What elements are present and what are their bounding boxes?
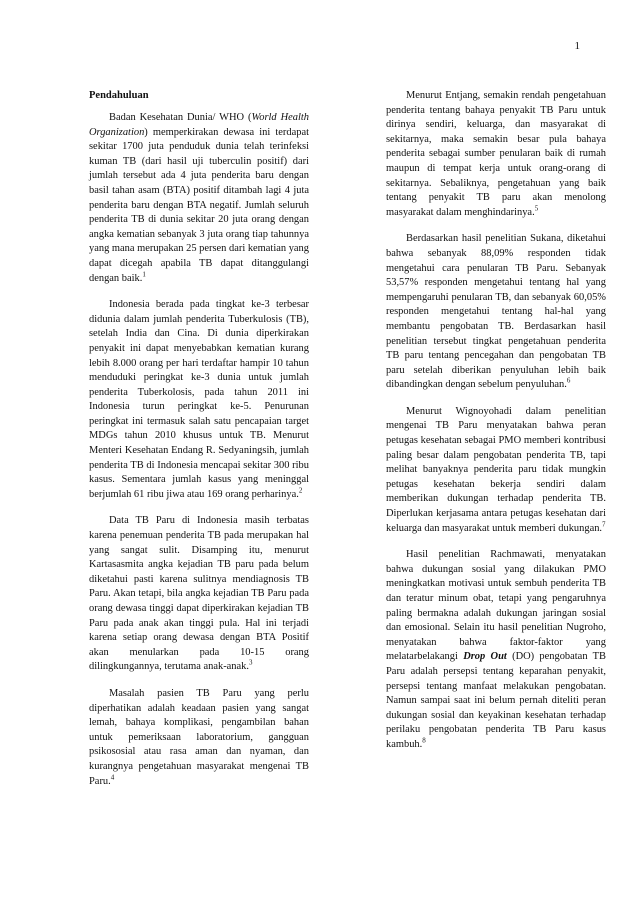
paragraph: [89, 298, 309, 502]
reference-marker: 5: [534, 204, 539, 213]
italic-term: World Health Organization: [89, 112, 309, 138]
reference-marker: 1: [142, 270, 146, 279]
article-body: [89, 89, 606, 801]
text-run: Indonesia berada pada tingkat ke-3 terbesar didunia dalam jumlah penderita Tuberkulosis (TB), setelah India dan Cina. Di dunia diperkirakan penyakit ini dapat menyebabkan kematian kurang lebih 8.000 orang per hari terdaftar hampir 10 tahun menduduki peringkat ke-3 dunia untuk jumlah penderita Tuberkolosis, pada tahun 2011 ini Indonesia turun peringkat ke-5. Penurunan peringkat ini termasuk salah satu pencapaian target MDGs tahun 2010 khusus untuk TB. Menurut Menteri Kesehatan Endang R. Sedyaningsih, jumlah penderita TB di Indonesia mencapai sekitar 300 ribu kasus. Sementara jumlah kasus yang meninggal berjumlah 61 ribu jiwa atau 169 orang perharinya.: [89, 299, 309, 500]
paragraph: [386, 89, 606, 220]
reference-marker: 4: [110, 773, 115, 782]
text-run: Hasil penelitian Rachmawati, menyatakan bahwa dukungan sosial yang dilakukan PMO meningkatkan motivasi untuk sembuh penderita TB dan teratur minum obat, tetapi yang pengaruhnya paling bermakna adalah dukungan jaringan sosial dan emosional. Selain itu hasil penelitian Nugroho, menyatakan bahwa faktor-faktor yang melatarbelakangi: [386, 549, 606, 663]
reference-marker: 7: [602, 520, 606, 529]
left-column: [89, 89, 309, 801]
right-column: [386, 89, 606, 801]
page-number: 1: [574, 40, 580, 52]
reference-marker: 8: [422, 736, 426, 745]
paragraph: [386, 405, 606, 536]
reference-marker: 3: [248, 658, 253, 667]
paragraph: [386, 232, 606, 393]
text-run: Berdasarkan hasil penelitian Sukana, diketahui bahwa sebanyak 88,09% responden tidak mengetahui cara penularan TB Paru. Sebanyak 53,57% responden mengetahui tentang hal yang mempengaruhi penularan TB, dan sebanyak 60,05% responden mengetahui tentang hal-hal yang membantu pengobatan TB. Berdasarkan hasil penelitian tersebut tingkat pengetahuan penderita TB paru tentang pencegahan dan pengobatan TB paru setelah diberikan penyuluhan lebih baik dibandingkan dengan sebelum penyuluhan.: [386, 233, 606, 391]
reference-marker: 2: [298, 486, 303, 495]
paragraph: [89, 687, 309, 789]
reference-marker: 6: [566, 376, 571, 385]
text-run: (DO) pengobatan TB Paru adalah persepsi tentang keparahan penyakit, persepsi tentang manfaat melakukan pengobatan. Namun sampai saat ini belum pernah diteliti peran dukungan sosial dan keyakinan kesehatan terhadap perilaku pengobatan penderita TB Paru kasus kambuh.: [386, 651, 606, 750]
section-heading: Pendahuluan: [89, 90, 149, 101]
paragraph: [386, 548, 606, 752]
text-run: Masalah pasien TB Paru yang perlu diperhatikan adalah keadaan pasien yang sangat lemah, bahaya komplikasi, pengambilan bahan untuk pemeriksaan laboratorium, gangguan psikososial atau rasa aman dan nyaman, dan kurangnya pengetahuan masyarakat mengenai TB Paru.: [89, 687, 309, 787]
text-run: Menurut Wignoyohadi dalam penelitian mengenai TB Paru menyatakan bahwa peran petugas kesehatan sebagai PMO memberi kontribusi paling besar dalam pengobatan penderita TB, tapi melihat banyaknya penderita paru tidak mungkin petugas kesehatan bekerja sendiri dalam memberikan dukungan terhadap penderita TB. Diperlukan kerjasama antara petugas kesehatan dari keluarga dan masyarakat untuk memberi dukungan.: [386, 405, 606, 534]
paragraph: [89, 514, 309, 675]
text-run: Menurut Entjang, semakin rendah pengetahuan penderita tentang bahaya penyakit TB Paru untuk dirinya sendiri, keluarga, dan masyarakat di sekitarnya, maka semakin besar pula bahaya penderita sebagai sumber penularan baik di rumah maupun di tempat kerja untuk orang-orang di sekitarnya. Sebaliknya, pengetahuan yang baik tentang penyakit TB paru akan menolong masyarakat dalam menghindarinya.: [386, 90, 606, 218]
text-run: Badan Kesehatan Dunia/ WHO (: [109, 112, 252, 123]
text-run: ) memperkirakan dewasa ini terdapat sekitar 1700 juta penduduk dunia telah terinfeksi kuman TB (dari hasil uji tuberculin positif) dari jumlah tersebut ada 4 juta penderita baru dengan basil tahan asam (BTA) positif ditambah lagi 4 juta penderita baru dengan BTA negatif. Jumlah seluruh penderita TB di dunia sekitar 20 juta orang dengan angka kematian sebanyak 3 juta orang tiap tahunnya yang mana merupakan 25 persen dari kematian yang dapat dicegah apabila TB dapat ditanggulangi dengan baik.: [89, 126, 309, 284]
paragraph: [89, 111, 309, 286]
text-run: Data TB Paru di Indonesia masih terbatas karena penemuan penderita TB pada merupakan hal yang sangat sulit. Disamping itu, menurut Kartasasmita angka kejadian TB paru pada belum diketahui pasti karena sulitnya mendiagnosis TB Paru. Akan tetapi, bila angka kejadian TB Paru pada orang dewasa tinggi dapat diperkirakan kejadian TB Paru pada anak akan tinggi pula. Hal ini terjadi karena setiap orang dewasa dengan BTA Positif akan menularkan pada 10-15 orang dilingkungannya, terutama anak-anak.: [89, 515, 309, 673]
bold-italic-term: Drop Out: [463, 651, 507, 663]
